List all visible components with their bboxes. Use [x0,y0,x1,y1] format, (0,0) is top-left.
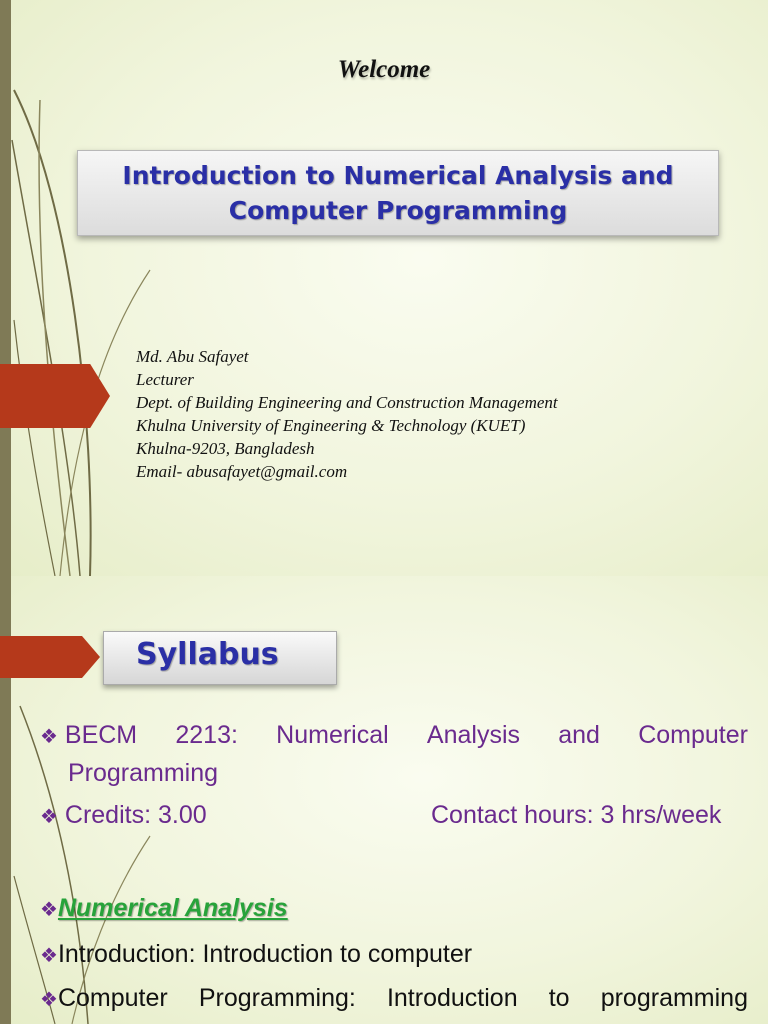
programming-word: Introduction [386,984,518,1012]
title-line-2: Computer Programming [228,196,568,225]
syllabus-slide [0,576,768,1024]
credits-line [40,801,207,830]
author-department: Dept. of Building Engineering and Construction Management [136,393,558,412]
numerical-analysis-line [40,894,288,923]
course-word: and [558,721,600,749]
accent-arrow [0,364,110,428]
author-email: Email- abusafayet@gmail.com [136,462,348,481]
syllabus-heading: Syllabus [136,637,279,672]
diamond-bullet-icon: ❖ [40,806,58,828]
syllabus-heading-box [103,631,337,685]
numerical-analysis-heading: Numerical Analysis [57,894,288,922]
course-word: BECM [64,721,138,749]
decorative-leaves [0,0,160,576]
programming-word: to [548,984,570,1012]
intro-line [40,940,472,969]
author-address: Khulna-9203, Bangladesh [136,439,315,458]
course-word: Computer [638,721,748,749]
course-word: Analysis [426,721,521,749]
contact-hours: Contact hours: 3 hrs/week [431,801,722,829]
intro-text: Introduction: Introduction to computer [57,940,473,968]
welcome-heading: Welcome [337,56,431,83]
programming-word: Programming: [198,984,356,1012]
author-name: Md. Abu Safayet [136,347,249,366]
left-bar [0,0,11,576]
course-code-line [40,717,748,791]
diamond-bullet-icon: ❖ [40,989,58,1011]
diamond-bullet-icon: ❖ [40,899,58,921]
programming-line [40,984,748,1013]
title-line-1: Introduction to Numerical Analysis and [122,161,674,190]
course-word: Numerical [276,721,389,749]
diamond-bullet-icon: ❖ [40,945,58,967]
course-word: 2213: [175,721,238,749]
author-university: Khulna University of Engineering & Technology (KUET) [136,416,526,435]
slide-title [88,158,708,228]
programming-word: Computer [57,984,168,1012]
author-block [136,345,558,483]
diamond-bullet-icon: ❖ [40,726,58,748]
course-line-2: Programming [68,759,219,787]
author-position: Lecturer [136,370,194,389]
accent-arrow [0,636,100,678]
credits: Credits: 3.00 [64,801,207,829]
title-box [77,150,719,236]
programming-word: programming [600,984,748,1012]
